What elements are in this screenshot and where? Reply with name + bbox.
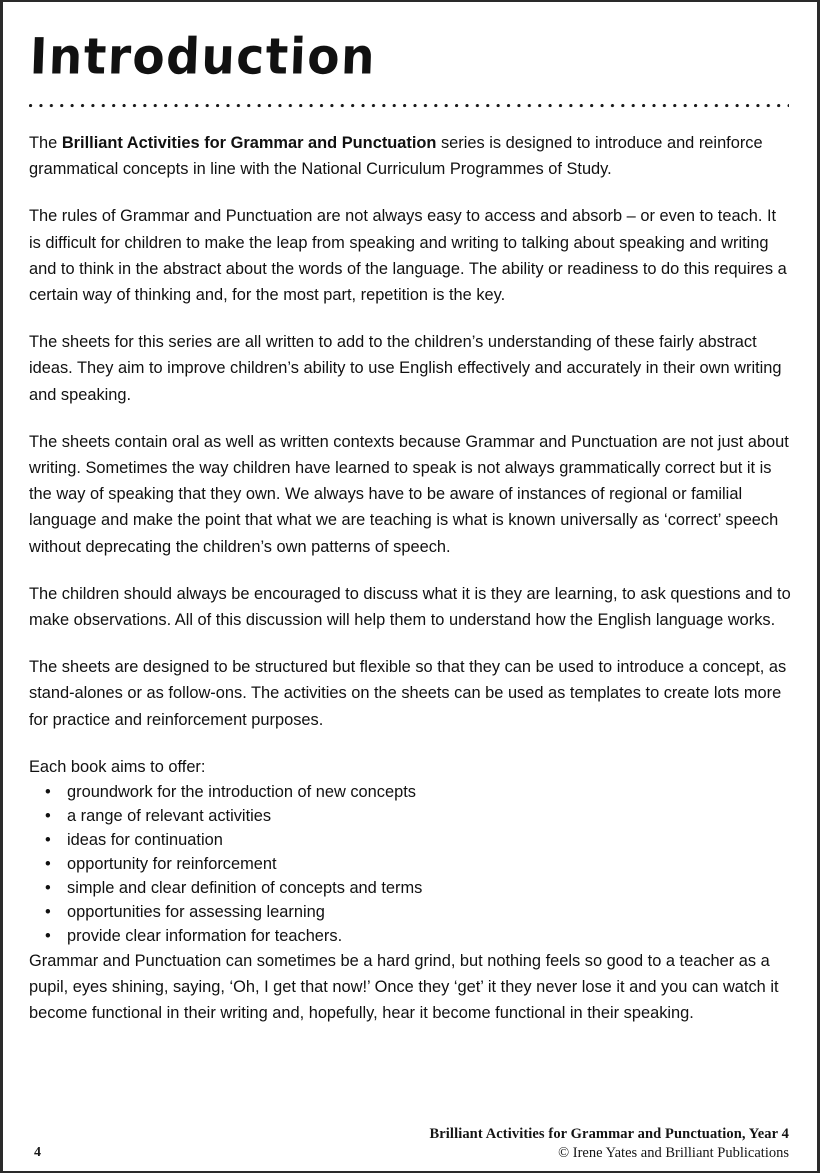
paragraph-1-tail: series is designed to introduce and reinforce grammatical concepts in line with the National Curriculum Programmes of Study. [29, 134, 763, 179]
list-item-label: groundwork for the introduction of new concepts [67, 783, 416, 802]
page-content [29, 2, 791, 1048]
bullet-icon: • [45, 807, 51, 826]
list-item [29, 876, 791, 900]
list-item [29, 900, 791, 924]
bullet-icon: • [45, 831, 51, 850]
bullet-icon: • [45, 855, 51, 874]
bullet-icon: • [45, 879, 51, 898]
footer-book-title: Brilliant Activities for Grammar and Punctuation, Year 4 [429, 1126, 789, 1142]
footer-credit [430, 1125, 790, 1163]
list-item [29, 780, 791, 804]
dotted-divider [29, 104, 789, 108]
bullet-icon: • [45, 927, 51, 946]
list-item-label: simple and clear definition of concepts and terms [67, 879, 423, 898]
paragraph-3: The sheets for this series are all written to add to the children’s understanding of these fairly abstract ideas. They aim to improve children’s ability to use English effectively and accurately in their own writing and speaking. [29, 333, 782, 404]
page-footer [3, 1093, 817, 1171]
list-item-label: provide clear information for teachers. [67, 927, 343, 946]
paragraph-1 [29, 130, 791, 182]
bullet-icon: • [45, 783, 51, 802]
list-item-label: ideas for continuation [67, 831, 223, 850]
list-item [29, 924, 791, 948]
paragraph-2: The rules of Grammar and Punctuation are not always easy to access and absorb – or even to teach. It is difficult for children to make the leap from speaking and writing to talking about speaking and writing and to think in the abstract about the words of the language. The ability or readiness to do this requires a certain way of thinking and, for the most part, repetition is the key. [29, 207, 787, 305]
footer-copyright: © Irene Yates and Brilliant Publications [558, 1145, 789, 1161]
paragraph-6: The sheets are designed to be structured but flexible so that they can be used to introduce a concept, as stand-alones or as follow-ons. The activities on the sheets can be used as templates to create lots more for practice and reinforcement purposes. [29, 658, 787, 729]
paragraph-4: The sheets contain oral as well as written contexts because Grammar and Punctuation are not just about writing. Sometimes the way children have learned to speak is not always grammatically correct but it is the way of speaking that they own. We always have to be aware of instances of regional or familial language and make the point that what we are teaching is what is known universally as ‘correct’ speech without deprecating the children’s own patterns of speech. [29, 432, 789, 556]
list-item-label: opportunities for assessing learning [67, 903, 325, 922]
page-number: 4 [34, 1145, 41, 1160]
paragraph-1-lead: The [29, 134, 62, 152]
paragraph-5: The children should always be encouraged to discuss what it is they are learning, to ask questions and to make observations. All of this discussion will help them to understand how the English language works. [29, 584, 791, 630]
list-item-label: a range of relevant activities [67, 807, 272, 826]
list-item-label: opportunity for reinforcement [67, 855, 277, 874]
page-title: Introduction [28, 27, 378, 87]
list-lead-in: Each book aims to offer: [29, 757, 206, 776]
list-item [29, 828, 791, 852]
list-item [29, 852, 791, 876]
body-text [29, 130, 791, 1027]
bullet-icon: • [45, 903, 51, 922]
series-title-bold: Brilliant Activities for Grammar and Punctuation [61, 134, 437, 152]
paragraph-7: Grammar and Punctuation can sometimes be a hard grind, but nothing feels so good to a teacher as a pupil, eyes shining, saying, ‘Oh, I get that now!’ Once they ‘get’ it they never lose it and you can watch it become functional in their writing and, hopefully, hear it become functional in their speaking. [29, 952, 779, 1023]
list-item [29, 804, 791, 828]
aims-bullet-list [29, 780, 791, 948]
